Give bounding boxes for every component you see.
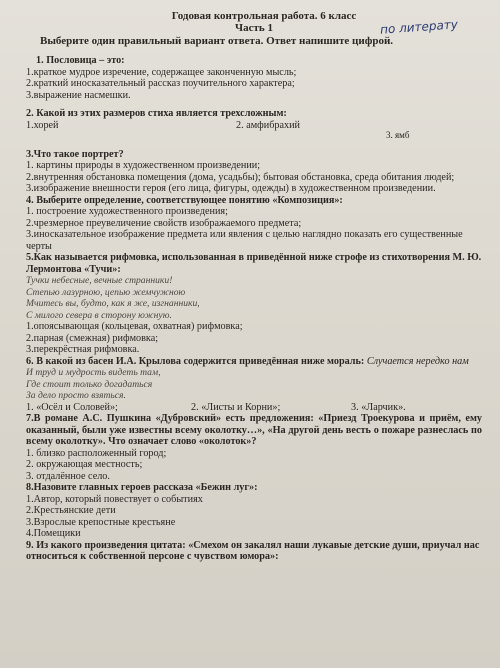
question-6 [26, 356, 482, 414]
answer-option: 3.изображение внешности героя (его лица, фигуры, одежды) в художественном произведении. [26, 183, 436, 194]
moral-line: Где стоит только догадаться [26, 378, 153, 390]
question-2 [26, 108, 482, 142]
question-7 [26, 413, 482, 482]
answer-option: 2. «Листы и Корни»; [191, 401, 281, 413]
answer-option: 4.Помещики [26, 528, 81, 539]
question-4 [26, 195, 482, 253]
answer-option: 2. окружающая местность; [26, 459, 143, 470]
question-text: 5.Как называется рифмовка, использованная в приведённой ниже строфе из стихотворения М. Ю. Лермонтова «Тучи»: [26, 252, 482, 275]
answer-option: 1. картины природы в художественном произведении; [26, 160, 261, 171]
question-prompt: 6. В какой из басен И.А. Крылова содержится приведённая ниже мораль: [26, 355, 365, 367]
answer-option: 1. близко расположенный город; [26, 447, 167, 459]
instruction-text: Выберите один правильный вариант ответа. Ответ напишите цифрой. [40, 35, 394, 47]
question-3 [26, 149, 482, 195]
question-9 [26, 540, 482, 563]
answer-option: 3. отдалённое село. [26, 470, 110, 482]
answer-option: 2.парная (смежная) рифмовка; [26, 332, 159, 344]
answer-option: 3. ямб [386, 129, 410, 140]
poem-line: Тучки небесные, вечные странники! [26, 275, 173, 286]
question-text: 8.Назовите главных героев рассказа «Бежин луг»: [26, 482, 258, 493]
answer-option: 1. «Осёл и Соловей»; [26, 401, 118, 413]
page-title: Годовая контрольная работа. 6 класс [171, 10, 357, 22]
answer-option: 2. амфибрахий [236, 119, 301, 131]
moral-line: Случается нередко нам [366, 355, 469, 367]
question-text: 4. Выберите определение, соответствующее понятию «Композиция»: [26, 194, 343, 206]
answer-option: 1.хорей [26, 119, 59, 131]
part-heading: Часть 1 [235, 22, 273, 34]
answer-option: 1.краткое мудрое изречение, содержащее законченную мысль; [26, 66, 297, 78]
answer-option: 1.Автор, который повествует о событиях [26, 493, 203, 505]
answer-option: 1.опоясывающая (кольцевая, охватная) рифмовка; [26, 321, 243, 332]
poem-line: С милого севера в сторону южную. [26, 309, 172, 321]
question-5 [26, 252, 482, 356]
question-1 [26, 55, 482, 101]
question-text: 2. Какой из этих размеров стиха является трехсложным: [26, 108, 287, 119]
poem-line: Степью лазурною, цепью жемчужною [26, 286, 186, 298]
answer-option: 3.перекрёстная рифмовка. [26, 344, 140, 355]
poem-line: Мчитесь вы, будто, как я же, изгнанники, [26, 298, 200, 309]
moral-line: За дело просто взяться. [26, 390, 126, 401]
answer-option: 2.краткий иносказательный рассказ поучительного характера; [26, 78, 295, 89]
question-text: 1. Пословица – это: [36, 55, 125, 66]
answer-option: 3.выражение насмешки. [26, 89, 131, 101]
question-text [26, 356, 482, 368]
question-text: 9. Из какого произведения цитата: «Смехом он закалял наши лукавые детские души, приучал нас относиться к собственной персоне с чувством юмора»: [26, 539, 480, 562]
question-text: 7.В романе А.С. Пушкина «Дубровский» есть предложения: «Приезд Троекурова и приём, ему оказанный, были уже известны всему околотку…», «На другой день весть о пожаре разнеслась по всему околотку». Что означает слово «околоток»? [26, 413, 482, 447]
answer-option: 2.Крестьянские дети [26, 505, 116, 516]
answer-option: 2.чрезмерное преувеличение свойств изображаемого предмета; [26, 217, 302, 229]
handwritten-note: по литерату [379, 17, 459, 37]
question-text: 3.Что такое портрет? [26, 148, 124, 160]
question-8 [26, 482, 482, 540]
answer-option: 3.иносказательное изображение предмета или явления с целью наглядно показать его существенные черты [26, 229, 463, 252]
answer-option: 3. «Ларчик». [351, 401, 406, 413]
moral-line: И труд и мудрость видеть там, [26, 367, 161, 378]
answer-option: 2.внутренняя обстановка помещения (дома, усадьбы); бытовая обстановка, среда обитания людей; [26, 171, 455, 183]
answer-option: 3.Взрослые крепостные крестьяне [26, 516, 176, 528]
answer-option: 1. построение художественного произведения; [26, 206, 228, 217]
